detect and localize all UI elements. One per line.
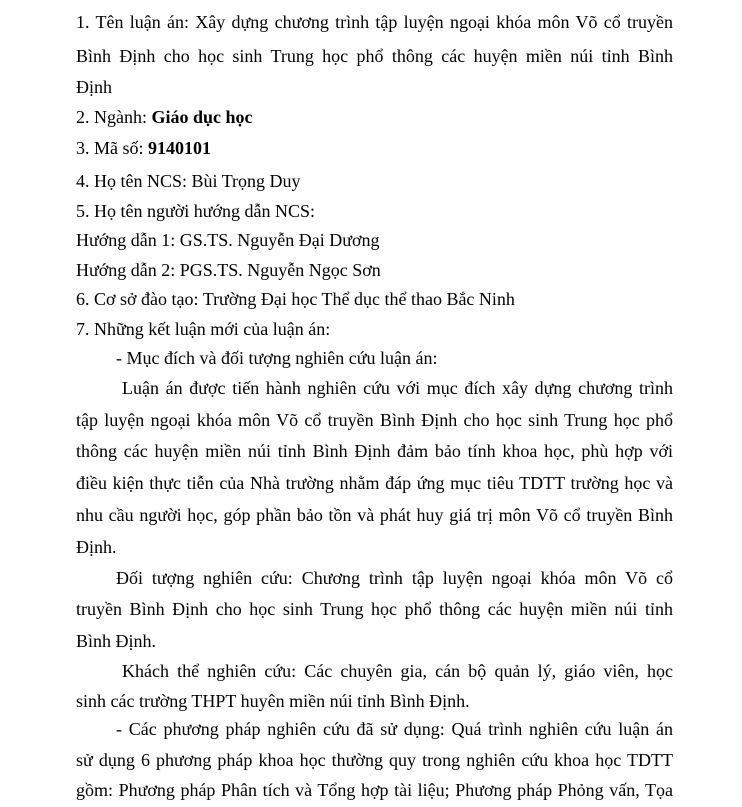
item6-line: 6. Cơ sở đào tạo: Trường Đại học Thể dục thể thao Bắc Ninh	[76, 289, 515, 309]
purpose-line2: tập luyện ngoại khóa môn Võ cổ truyền Bình Định cho học sinh Trung học phổ	[76, 410, 673, 430]
purpose-line1: Luận án được tiến hành nghiên cứu với mục đích xây dựng chương trình	[122, 378, 673, 398]
item2-value: Giáo dục học	[151, 107, 253, 127]
item3-value: 9140101	[148, 138, 211, 158]
item1-line2: Bình Định cho học sinh Trung học phổ thông các huyện miền núi tỉnh Bình	[76, 46, 673, 66]
advisor2-line: Hướng dẫn 2: PGS.TS. Nguyễn Ngọc Sơn	[76, 260, 381, 280]
subject-line1: Đối tượng nghiên cứu: Chương trình tập luyện ngoại khóa môn Võ cổ	[116, 568, 673, 588]
item2-field	[76, 106, 253, 128]
purpose-line4: điều kiện thực tiễn của Nhà trường nhằm đáp ứng mục tiêu TDTT trường học và	[76, 473, 673, 493]
item2-label: 2. Ngành:	[76, 107, 152, 127]
object-line1: Khách thể nghiên cứu: Các chuyên gia, cán bộ quản lý, giáo viên, học	[122, 661, 673, 681]
methods-line3: gồm: Phương pháp Phân tích và Tổng hợp tài liệu; Phương pháp Phỏng vấn, Tọa	[76, 780, 673, 800]
item4-line: 4. Họ tên NCS: Bùi Trọng Duy	[76, 171, 301, 191]
item1-line3: Định	[76, 77, 112, 97]
item1-line1: 1. Tên luận án: Xây dựng chương trình tập luyện ngoại khóa môn Võ cổ truyền	[76, 12, 673, 32]
purpose-line5: nhu cầu người học, góp phần bảo tồn và phát huy giá trị môn Võ cổ truyền Bình	[76, 505, 673, 525]
methods-line1: - Các phương pháp nghiên cứu đã sử dụng: Quá trình nghiên cứu luận án	[116, 719, 673, 739]
purpose-heading: - Mục đích và đối tượng nghiên cứu luận án:	[116, 348, 438, 368]
item7-line: 7. Những kết luận mới của luận án:	[76, 319, 331, 339]
item5-line: 5. Họ tên người hướng dẫn NCS:	[76, 201, 316, 221]
item3-field	[76, 137, 211, 159]
item3-label: 3. Mã số:	[76, 138, 148, 158]
purpose-line3: thông các huyện miền núi tỉnh Bình Định đảm bảo tính khoa học, phù hợp với	[76, 441, 673, 461]
methods-line2: sử dụng 6 phương pháp khoa học thường quy trong nghiên cứu khoa học TDTT	[76, 750, 673, 770]
object-line2: sinh các trường THPT huyên miền núi tỉnh Bình Định.	[76, 691, 470, 711]
subject-line2: truyền Bình Định cho học sinh Trung học phổ thông các huyện miền núi tỉnh	[76, 599, 673, 619]
advisor1-line: Hướng dẫn 1: GS.TS. Nguyễn Đại Dương	[76, 230, 380, 250]
purpose-line6: Định.	[76, 537, 117, 557]
subject-line3: Bình Định.	[76, 631, 157, 651]
